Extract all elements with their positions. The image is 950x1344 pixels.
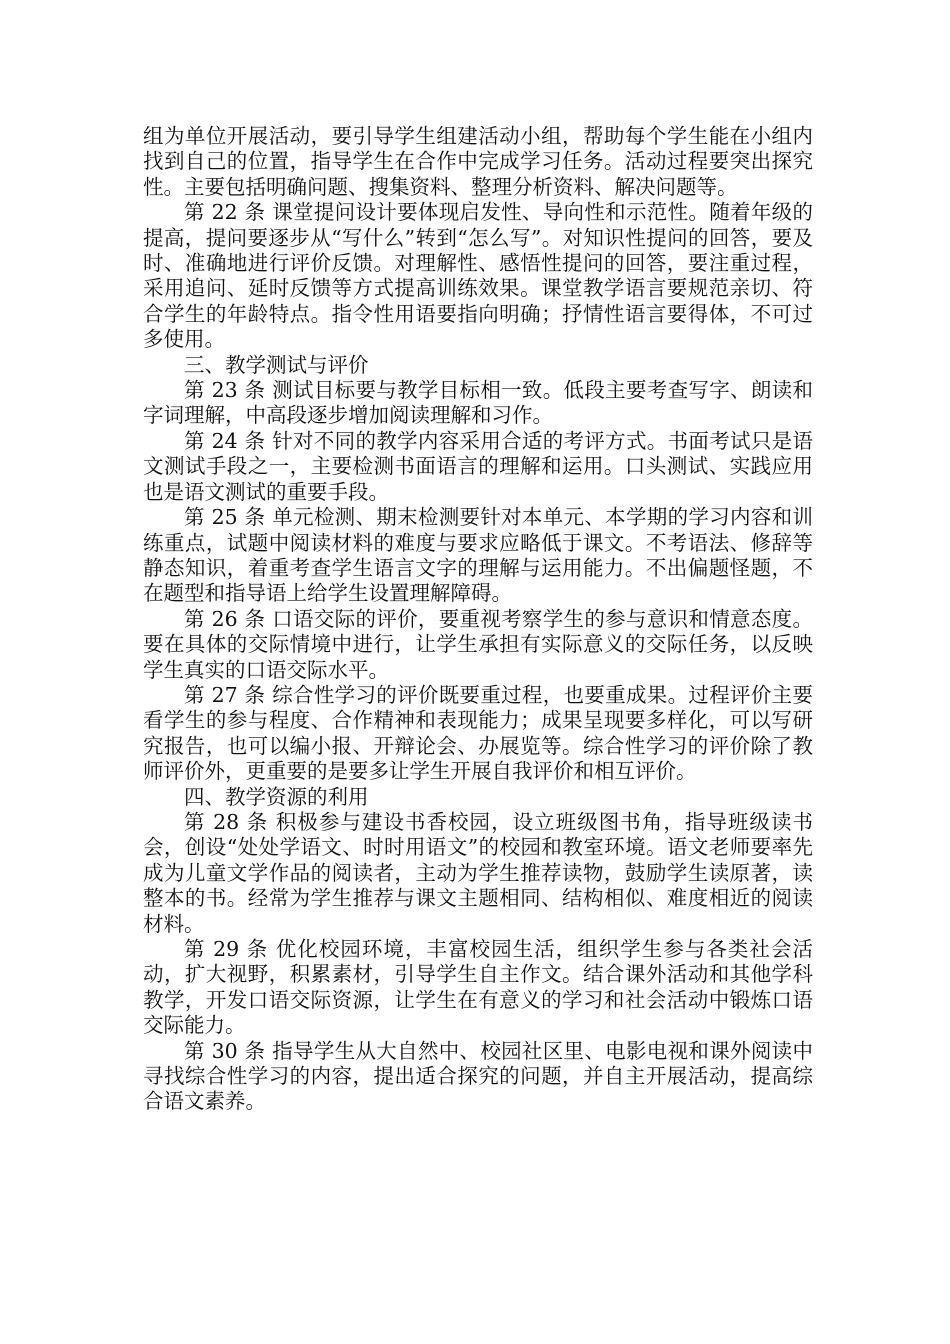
document-page bbox=[143, 124, 813, 1115]
paragraph-continuation: 组为单位开展活动，要引导学生组建活动小组，帮助每个学生能在小组内找到自己的位置，指导学生在合作中完成学习任务。活动过程要突出探究性。主要包括明确问题、搜集资料、整理分析资料、解决问题等。 bbox=[143, 124, 813, 199]
article-29-paragraph: 第 29 条 优化校园环境，丰富校园生活，组织学生参与各类社会活动，扩大视野，积累素材，引导学生自主作文。结合课外活动和其他学科教学，开发口语交际资源，让学生在有意义的学习和社会活动中锻炼口语交际能力。 bbox=[143, 937, 813, 1038]
section-heading-resources: 四、教学资源的利用 bbox=[184, 784, 369, 809]
article-23-paragraph: 第 23 条 测试目标要与教学目标相一致。低段主要考查写字、朗读和字词理解，中高段逐步增加阅读理解和习作。 bbox=[143, 378, 813, 428]
article-25-paragraph: 第 25 条 单元检测、期末检测要针对本单元、本学期的学习内容和训练重点，试题中阅读材料的难度与要求应略低于课文。不考语法、修辞等静态知识，着重考查学生语言文字的理解与运用能力。不出偏题怪题，不在题型和指导语上给学生设置理解障碍。 bbox=[143, 505, 813, 606]
section-heading-testing-evaluation: 三、教学测试与评价 bbox=[184, 352, 369, 377]
article-26-paragraph: 第 26 条 口语交际的评价，要重视考察学生的参与意识和情意态度。要在具体的交际情境中进行，让学生承担有实际意义的交际任务，以反映学生真实的口语交际水平。 bbox=[143, 606, 813, 682]
article-22-paragraph: 第 22 条 课堂提问设计要体现启发性、导向性和示范性。随着年级的提高，提问要逐步从“写什么”转到“怎么写”。对知识性提问的回答，要及时、准确地进行评价反馈。对理解性、感悟性提问的回答，要注重过程，采用追问、延时反馈等方式提高训练效果。课堂教学语言要规范亲切、符合学生的年龄特点。指令性用语要指向明确；抒情性语言要得体，不可过多使用。 bbox=[143, 200, 813, 352]
article-28-paragraph: 第 28 条 积极参与建设书香校园，设立班级图书角，指导班级读书会，创设“处处学语文、时时用语文”的校园和教室环境。语文老师要率先成为儿童文学作品的阅读者，主动为学生推荐读物，鼓励学生读原著，读整本的书。经常为学生推荐与课文主题相同、结构相似、难度相近的阅读材料。 bbox=[143, 809, 813, 936]
article-24-paragraph: 第 24 条 针对不同的教学内容采用合适的考评方式。书面考试只是语文测试手段之一，主要检测书面语言的理解和运用。口头测试、实践应用也是语文测试的重要手段。 bbox=[143, 428, 813, 504]
article-30-paragraph: 第 30 条 指导学生从大自然中、校园社区里、电影电视和课外阅读中寻找综合性学习的内容，提出适合探究的问题，并自主开展活动，提高综合语文素养。 bbox=[143, 1038, 813, 1114]
article-27-paragraph: 第 27 条 综合性学习的评价既要重过程，也要重成果。过程评价主要看学生的参与程度、合作精神和表现能力；成果呈现要多样化，可以写研究报告，也可以编小报、开辩论会、办展览等。综合性学习的评价除了教师评价外，更重要的是要多让学生开展自我评价和相互评价。 bbox=[143, 682, 813, 784]
